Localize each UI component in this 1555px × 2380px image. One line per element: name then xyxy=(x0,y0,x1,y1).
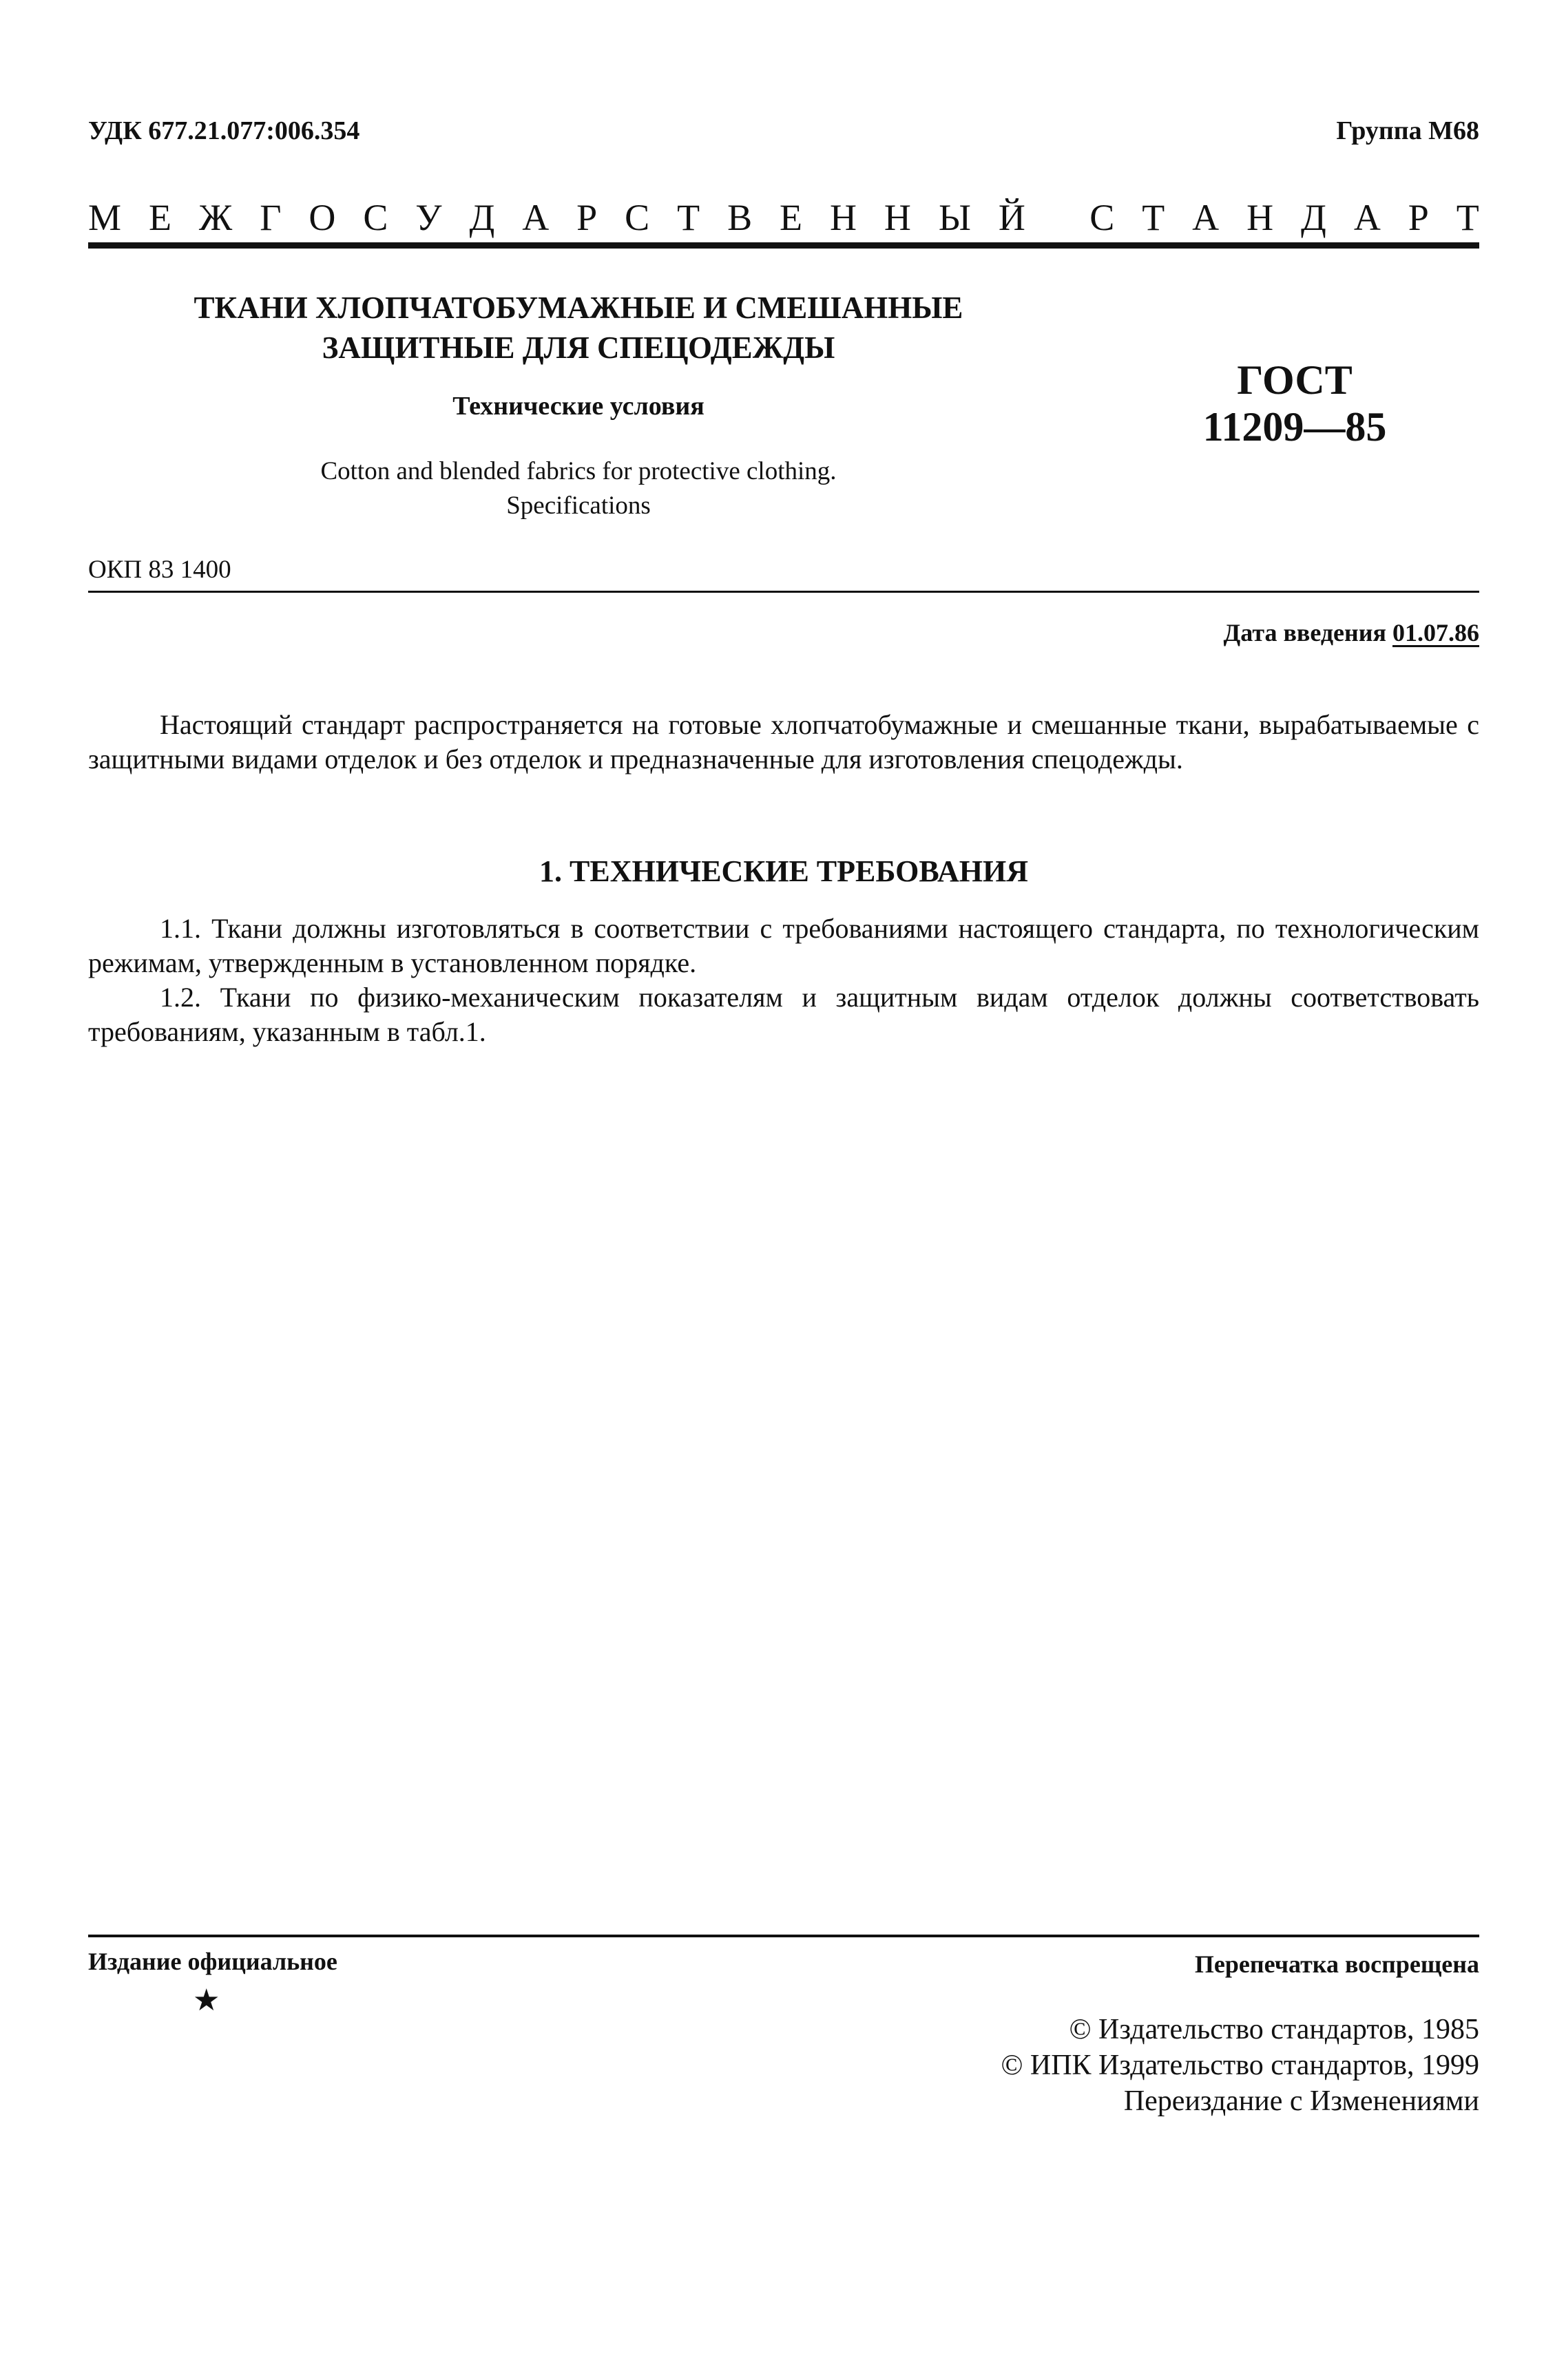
interstate-standard-banner xyxy=(88,196,1479,239)
reissue-note: Переиздание с Изменениями xyxy=(1123,2085,1479,2117)
banner-letter: С xyxy=(1089,197,1115,238)
paragraph-1-2: 1.2. Ткани по физико-механическим показателям и защитным видам отделок должны соответствовать требованиям, указанным в табл.1. xyxy=(88,982,1479,1047)
banner-letter: У xyxy=(415,197,442,238)
copyright-line: © ИПК Издательство стандартов, 1999 xyxy=(1001,2050,1479,2081)
udk-code: УДК 677.21.077:006.354 xyxy=(88,116,360,145)
section-heading: 1. ТЕХНИЧЕСКИЕ ТРЕБОВАНИЯ xyxy=(539,854,1028,888)
title-line: ЗАЩИТНЫЕ ДЛЯ СПЕЦОДЕЖДЫ xyxy=(322,330,835,365)
footer-rule xyxy=(88,1935,1479,1937)
gost-designation xyxy=(1143,357,1446,450)
introduction-date xyxy=(1224,618,1480,647)
copyright-line: © Издательство стандартов, 1985 xyxy=(1069,2014,1479,2045)
banner-gap xyxy=(1053,196,1063,239)
banner-letter: Й xyxy=(998,197,1025,238)
copyright-block xyxy=(1001,2012,1479,2119)
gost-label: ГОСТ xyxy=(1237,357,1353,403)
banner-letter: С xyxy=(625,197,650,238)
banner-letter: Ы xyxy=(938,197,971,238)
banner-letter: А xyxy=(1192,197,1220,238)
document-title xyxy=(124,288,1033,368)
banner-letter: Д xyxy=(469,197,495,238)
banner-letter: А xyxy=(1353,197,1381,238)
banner-letter: Н xyxy=(884,197,911,238)
banner-letter: В xyxy=(727,197,753,238)
banner-letter: Р xyxy=(576,197,598,238)
introduction-date-label: Дата введения xyxy=(1223,619,1392,646)
gost-number: 11209—85 xyxy=(1202,404,1387,450)
banner-letter: Н xyxy=(1246,197,1274,238)
banner-letter: А xyxy=(522,197,550,238)
english-title-line: Cotton and blended fabrics for protective clothing. xyxy=(320,457,837,485)
banner-letter: Е xyxy=(780,197,803,238)
paragraph-1-1: 1.1. Ткани должны изготовляться в соответствии с требованиями настоящего стандарта, по технологическим режимам, утвержденным в установленном порядке. xyxy=(88,913,1479,978)
banner-letter: Н xyxy=(829,197,857,238)
banner-letter: Т xyxy=(677,197,700,238)
okp-code: ОКП 83 1400 xyxy=(88,556,231,584)
banner-letter: М xyxy=(88,197,122,238)
introduction-date-value: 01.07.86 xyxy=(1392,619,1479,646)
banner-letter: Е xyxy=(148,197,171,238)
header-rule xyxy=(88,242,1479,249)
banner-letter: Т xyxy=(1142,197,1165,238)
star-icon: ★ xyxy=(193,1983,220,2017)
reprint-prohibited: Перепечатка воспрещена xyxy=(1194,1950,1479,1978)
intro-paragraph: Настоящий стандарт распространяется на готовые хлопчатобумажные и смешанные ткани, вырабатываемые с защитными видами отделок и без отделок и предназначенные для изготовления спецодежды. xyxy=(88,709,1479,775)
english-title xyxy=(124,454,1033,523)
banner-letter: С xyxy=(363,197,388,238)
english-title-line: Specifications xyxy=(506,492,651,520)
title-line: ТКАНИ ХЛОПЧАТОБУМАЖНЫЕ И СМЕШАННЫЕ xyxy=(194,291,963,325)
okp-rule xyxy=(88,591,1479,593)
official-edition: Издание официальное xyxy=(88,1948,337,1975)
banner-letter: Ж xyxy=(198,197,233,238)
banner-letter: Т xyxy=(1456,197,1479,238)
banner-letter: Д xyxy=(1301,197,1326,238)
group-code: Группа М68 xyxy=(1336,116,1479,145)
document-subtitle: Технические условия xyxy=(452,392,705,421)
banner-letter: Г xyxy=(260,197,282,238)
banner-letter: Р xyxy=(1408,197,1429,238)
banner-letter: О xyxy=(309,197,336,238)
